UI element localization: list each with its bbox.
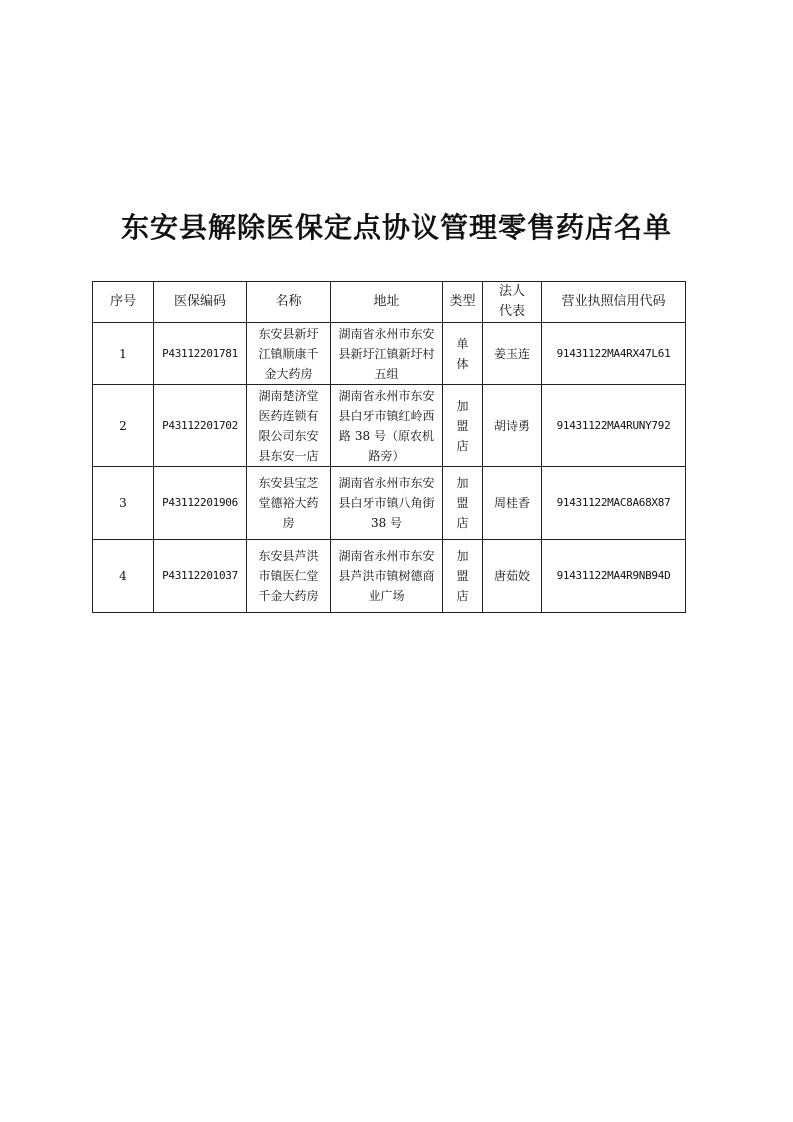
cell-address: 湖南省永州市东安县白牙市镇八角街 38 号 [331, 467, 443, 540]
table-row [93, 467, 686, 540]
cell-legal-rep: 周桂香 [483, 467, 542, 540]
header-type: 类型 [443, 282, 483, 323]
cell-type: 加盟店 [443, 540, 483, 613]
cell-license: 91431122MA4RX47L61 [542, 323, 686, 385]
cell-index: 4 [93, 540, 154, 613]
page-title: 东安县解除医保定点协议管理零售药店名单 [120, 211, 672, 244]
cell-name: 东安县新圩江镇顺康千金大药房 [247, 323, 331, 385]
header-index: 序号 [93, 282, 154, 323]
cell-type: 加盟店 [443, 467, 483, 540]
header-name: 名称 [247, 282, 331, 323]
table-row [93, 323, 686, 385]
cell-code: P43112201781 [154, 323, 247, 385]
header-address: 地址 [331, 282, 443, 323]
cell-name: 东安县芦洪市镇医仁堂千金大药房 [247, 540, 331, 613]
cell-license: 91431122MA4R9NB94D [542, 540, 686, 613]
header-license: 营业执照信用代码 [542, 282, 686, 323]
cell-legal-rep: 胡诗勇 [483, 385, 542, 467]
cell-address: 湖南省永州市东安县芦洪市镇树德商业广场 [331, 540, 443, 613]
cell-address: 湖南省永州市东安县白牙市镇红岭西路 38 号（原农机路旁） [331, 385, 443, 467]
cell-index: 3 [93, 467, 154, 540]
table-row [93, 540, 686, 613]
cell-legal-rep: 姜玉连 [483, 323, 542, 385]
cell-index: 2 [93, 385, 154, 467]
cell-code: P43112201702 [154, 385, 247, 467]
header-legal-rep: 法人代表 [483, 282, 542, 323]
header-code: 医保编码 [154, 282, 247, 323]
cell-type: 单体 [443, 323, 483, 385]
cell-type: 加盟店 [443, 385, 483, 467]
cell-license: 91431122MA4RUNY792 [542, 385, 686, 467]
cell-license: 91431122MAC8A68X87 [542, 467, 686, 540]
cell-code: P43112201906 [154, 467, 247, 540]
pharmacy-table [92, 281, 686, 613]
cell-address: 湖南省永州市东安县新圩江镇新圩村五组 [331, 323, 443, 385]
cell-name: 东安县宝芝堂德裕大药房 [247, 467, 331, 540]
table-row [93, 385, 686, 467]
cell-code: P43112201037 [154, 540, 247, 613]
cell-index: 1 [93, 323, 154, 385]
cell-name: 湖南楚济堂医药连锁有限公司东安县东安一店 [247, 385, 331, 467]
cell-legal-rep: 唐茹姣 [483, 540, 542, 613]
table-header-row [93, 282, 686, 323]
